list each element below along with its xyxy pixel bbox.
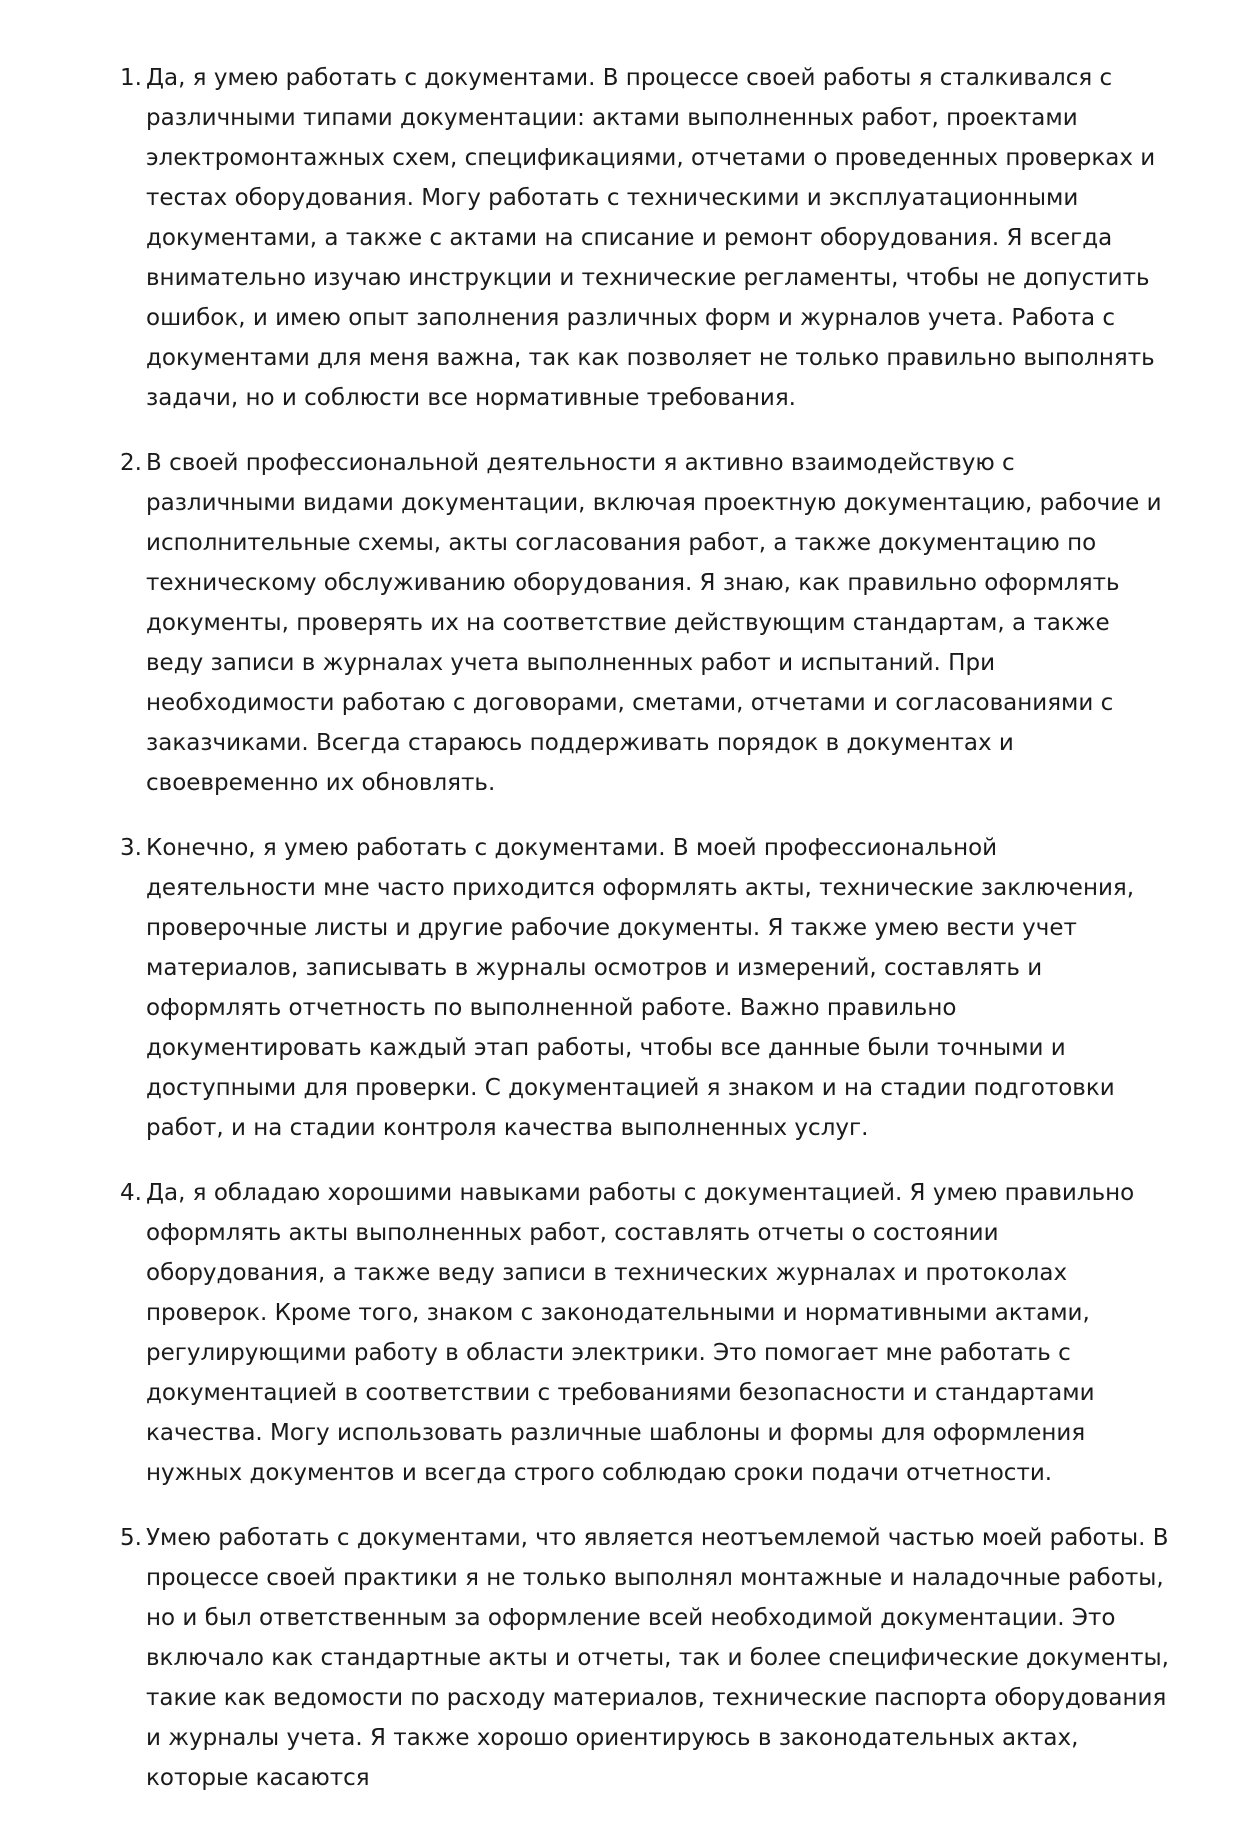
item-number: 3.	[120, 835, 142, 861]
item-number: 2.	[120, 450, 142, 476]
item-text: Умею работать с документами, что является неотъемлемой частью моей работы. В процессе своей практики я не только выполнял монтажные и наладочные работы, но и был ответственным за оформление всей необходимой документации. Это включало как стандартные акты и отчеты, так и более специфические документы, такие как ведомости по расходу материалов, технические паспорта оборудования и журналы учета. Я также хорошо ориентируюсь в законодательных актах, которые касаются	[146, 1525, 1169, 1791]
item-text: В своей профессиональной деятельности я активно взаимодействую с различными видами документации, включая проектную документацию, рабочие и исполнительные схемы, акты согласования работ, а также документацию по техническому обслуживанию оборудования. Я знаю, как правильно оформлять документы, проверять их на соответствие действующим стандартам, а также веду записи в журналах учета выполненных работ и испытаний. При необходимости работаю с договорами, сметами, отчетами и согласованиями с заказчиками. Всегда стараюсь поддерживать порядок в документах и своевременно их обновлять.	[146, 450, 1162, 796]
list-item	[120, 443, 1170, 803]
item-text: Да, я обладаю хорошими навыками работы с документацией. Я умею правильно оформлять акты выполненных работ, составлять отчеты о состоянии оборудования, а также веду записи в технических журналах и протоколах проверок. Кроме того, знаком с законодательными и нормативными актами, регулирующими работу в области электрики. Это помогает мне работать с документацией в соответствии с требованиями безопасности и стандартами качества. Могу использовать различные шаблоны и формы для оформления нужных документов и всегда строго соблюдаю сроки подачи отчетности.	[146, 1180, 1135, 1486]
item-number: 4.	[120, 1180, 142, 1206]
list-item	[120, 828, 1170, 1148]
answers-list	[120, 58, 1170, 1823]
item-number: 1.	[120, 65, 142, 91]
list-item	[120, 1518, 1170, 1798]
list-item	[120, 1173, 1170, 1493]
item-text: Да, я умею работать с документами. В процессе своей работы я сталкивался с различными типами документации: актами выполненных работ, проектами электромонтажных схем, спецификациями, отчетами о проведенных проверках и тестах оборудования. Могу работать с техническими и эксплуатационными документами, а также с актами на списание и ремонт оборудования. Я всегда внимательно изучаю инструкции и технические регламенты, чтобы не допустить ошибок, и имею опыт заполнения различных форм и журналов учета. Работа с документами для меня важна, так как позволяет не только правильно выполнять задачи, но и соблюсти все нормативные требования.	[146, 65, 1156, 411]
item-number: 5.	[120, 1525, 142, 1551]
list-item	[120, 58, 1170, 418]
item-text: Конечно, я умею работать с документами. В моей профессиональной деятельности мне часто приходится оформлять акты, технические заключения, проверочные листы и другие рабочие документы. Я также умею вести учет материалов, записывать в журналы осмотров и измерений, составлять и оформлять отчетность по выполненной работе. Важно правильно документировать каждый этап работы, чтобы все данные были точными и доступными для проверки. С документацией я знаком и на стадии подготовки работ, и на стадии контроля качества выполненных услуг.	[146, 835, 1135, 1141]
